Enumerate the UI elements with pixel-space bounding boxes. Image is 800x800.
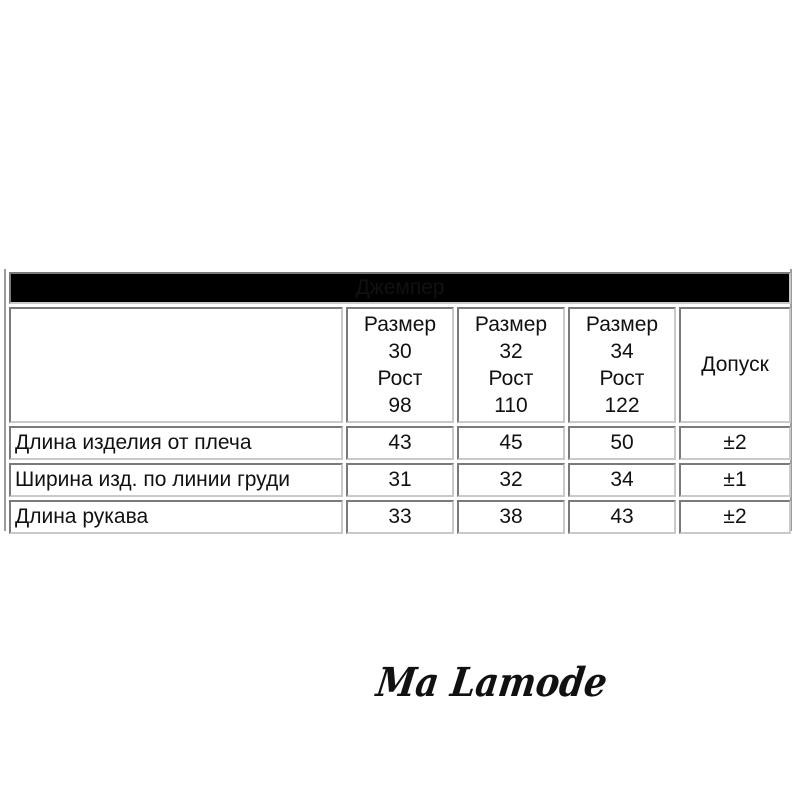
row-label: Ширина изд. по линии груди [9, 463, 343, 497]
size-value: 32 [499, 340, 523, 363]
header-empty-cell [9, 307, 343, 423]
row-label: Длина рукава [9, 500, 343, 534]
table-title: Джемпер [9, 272, 791, 304]
table-row [9, 426, 791, 460]
row-label: Длина изделия от плеча [9, 426, 343, 460]
height-label: Рост [599, 367, 645, 390]
table-header-row [9, 307, 791, 423]
table-cell: 43 [568, 500, 676, 534]
tolerance-cell: ±2 [679, 426, 791, 460]
table-cell: 43 [346, 426, 454, 460]
size-label: Размер [363, 313, 437, 336]
table-cell: 38 [457, 500, 565, 534]
size-label: Размер [474, 313, 548, 336]
tolerance-cell: ±1 [679, 463, 791, 497]
table-cell: 34 [568, 463, 676, 497]
height-value: 98 [388, 394, 412, 417]
table-cell: 33 [346, 500, 454, 534]
table-cell: 31 [346, 463, 454, 497]
size-header-30 [346, 307, 454, 423]
size-value: 30 [388, 340, 412, 363]
size-table [6, 269, 794, 537]
table-cell: 45 [457, 426, 565, 460]
tolerance-header: Допуск [679, 307, 791, 423]
size-header-34 [568, 307, 676, 423]
size-header-32 [457, 307, 565, 423]
height-value: 110 [494, 394, 528, 417]
size-chart [4, 269, 792, 531]
size-label: Размер [585, 313, 659, 336]
tolerance-cell: ±2 [679, 500, 791, 534]
table-cell: 50 [568, 426, 676, 460]
brand-logo [373, 646, 641, 716]
height-value: 122 [604, 394, 640, 417]
table-title-row [9, 272, 791, 304]
table-row [9, 500, 791, 534]
height-label: Рост [377, 367, 423, 390]
brand-logo-text: Ma Lamode [373, 659, 641, 706]
table-cell: 32 [457, 463, 565, 497]
height-label: Рост [488, 367, 534, 390]
size-value: 34 [610, 340, 634, 363]
table-row [9, 463, 791, 497]
